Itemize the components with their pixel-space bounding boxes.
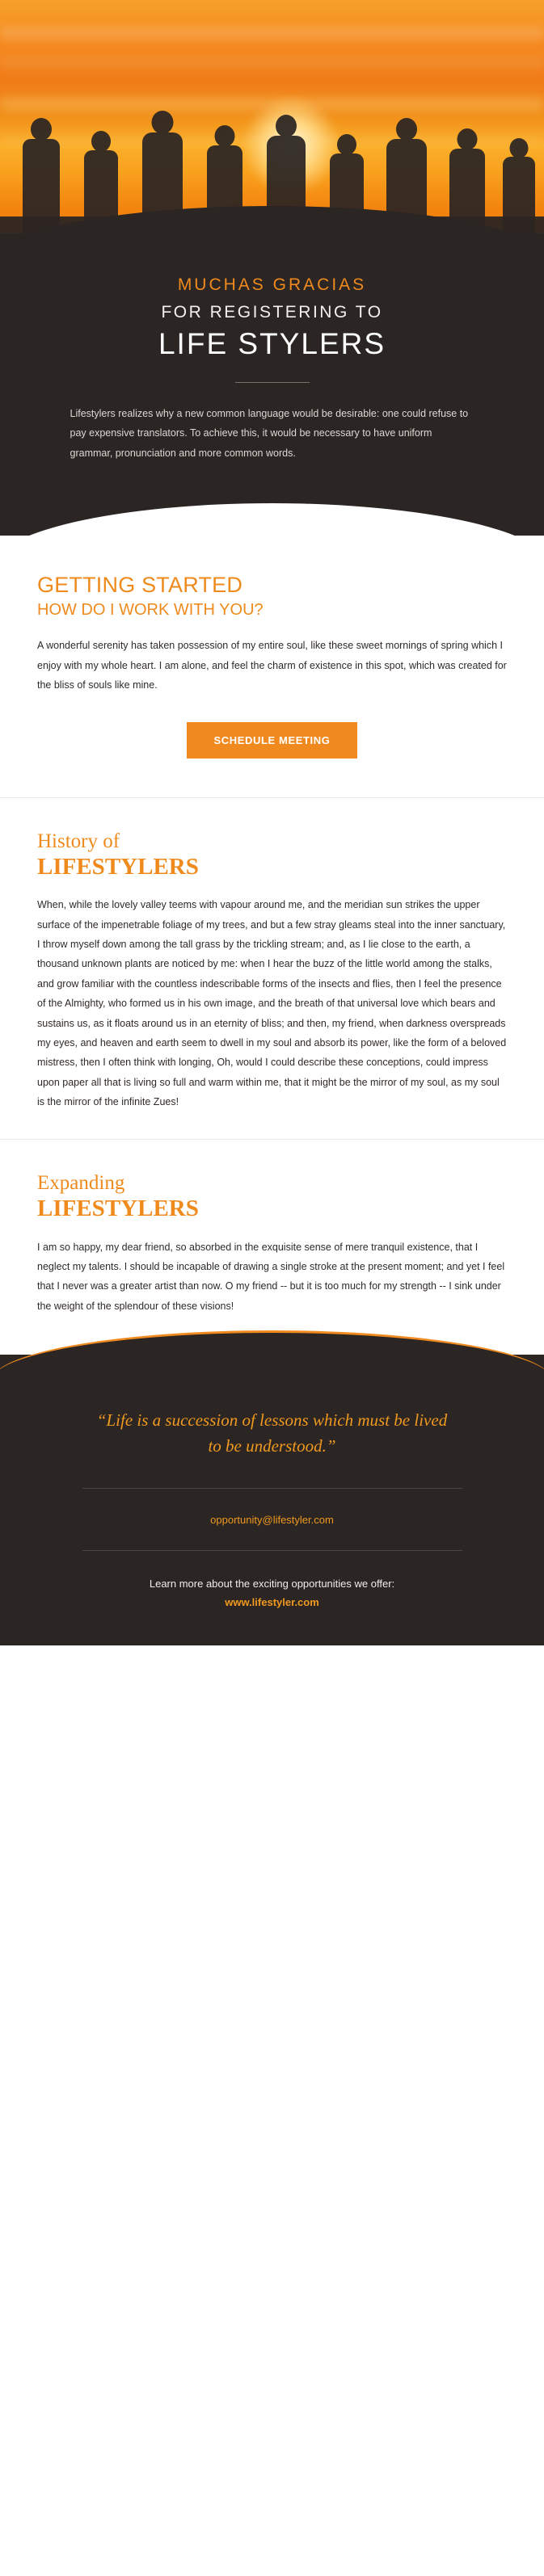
footer-section <box>0 1355 544 1645</box>
getting-started-section <box>0 536 544 797</box>
getting-started-subtitle: HOW DO I WORK WITH YOU? <box>37 601 264 620</box>
intro-heading: LIFE STYLERS <box>158 327 386 360</box>
intro-divider <box>235 382 310 383</box>
expanding-paragraph: I am so happy, my dear friend, so absorbed in the exquisite sense of mere tranquil existence, that I neglect my talents. I should be incapable of drawing a single stroke at the present moment; and yet I feel that I never was a greater artist than now. O my friend -- but it is too much for my strength -- I sink under the weight of the splendour of these visions! <box>37 1241 505 1312</box>
footer-divider <box>82 1488 462 1489</box>
intro-paragraph: Lifestylers realizes why a new common language would be desirable: one could refuse to pay expensive translators. To achieve this, it would be necessary to have uniform grammar, pronunciation and more common words. <box>70 408 469 459</box>
getting-started-title: GETTING STARTED <box>37 573 243 598</box>
sky-streak <box>0 27 544 39</box>
footer-divider <box>82 1550 462 1551</box>
intro-eyebrow: MUCHAS GRACIAS <box>177 275 367 294</box>
intro-subheading: FOR REGISTERING TO <box>161 303 383 321</box>
getting-started-paragraph: A wonderful serenity has taken possession of my entire soul, like these sweet mornings of spring which I enjoy with my whole heart. I am alone, and feel the charm of existence in this spot, which was created for the bliss of souls like mine. <box>37 640 507 691</box>
hero-banner-image <box>0 0 544 234</box>
history-title-thin: History of <box>37 830 120 853</box>
footer-website-link[interactable]: www.lifestyler.com <box>225 1596 319 1609</box>
history-title-bold: LIFESTYLERS <box>37 854 199 880</box>
history-paragraph: When, while the lovely valley teems with vapour around me, and the meridian sun strikes the upper surface of the impenetrable foliage of my trees, and but a few stray gleams steal into the inner sanctuary, I throw myself down among the tall grass by the trickling stream; and, as I lie close to the earth, a thousand unknown plants are noticed by me: when I hear the buzz of the little world among the stalks, and grow familiar with the countless indescribable forms of the insects and flies, then I feel the presence of the Almighty, who formed us in his own image, and the breath of that universal love which bears and sustains us, as it floats around us in an eternity of bliss; and then, my friend, when darkness overspreads my eyes, and heaven and earth seem to dwell in my soul and absorb its power, like the form of a beloved mistress, then I often think with longing, Oh, would I could describe these conceptions, could impress upon paper all that is living so full and warm within me, that it might be the mirror of my soul, as my soul is the mirror of the infinite Zues! <box>37 899 507 1108</box>
expanding-section <box>0 1140 544 1343</box>
sky-streak <box>0 58 544 66</box>
schedule-meeting-wrap <box>37 722 507 759</box>
intro-section <box>0 233 544 536</box>
schedule-meeting-button[interactable]: SCHEDULE MEETING <box>187 722 358 759</box>
history-section <box>0 798 544 1139</box>
footer-quote: “Life is a succession of lessons which must be lived to be understood.” <box>96 1410 448 1456</box>
expanding-title-bold: LIFESTYLERS <box>37 1196 199 1222</box>
footer-note: Learn more about the exciting opportunities we offer: <box>149 1578 395 1591</box>
footer-email-link[interactable]: opportunity@lifestyler.com <box>210 1514 334 1527</box>
expanding-title-thin: Expanding <box>37 1172 125 1195</box>
